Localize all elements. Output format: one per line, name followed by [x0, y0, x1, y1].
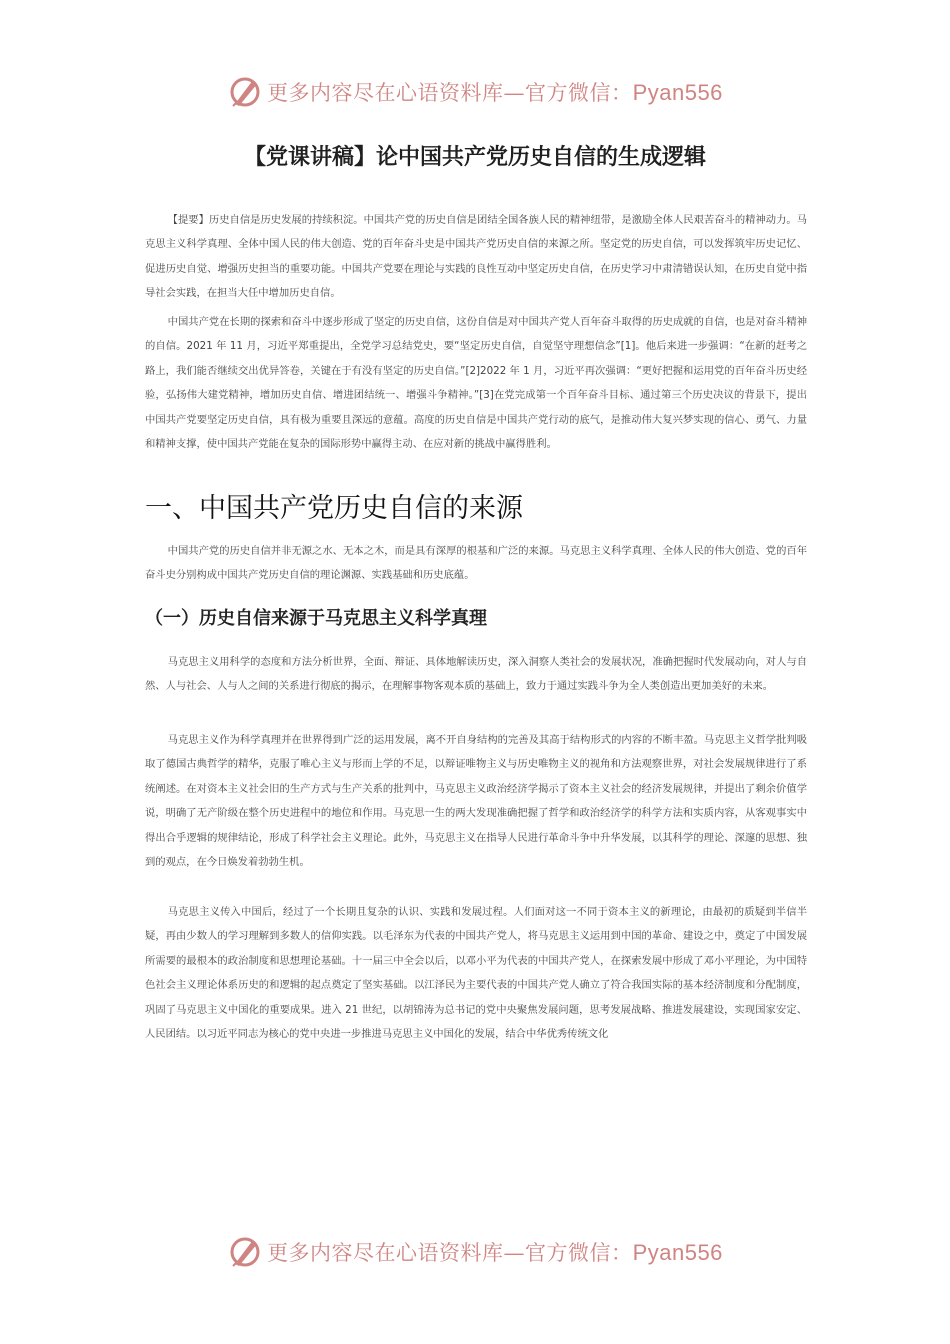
subsection-1-paragraph-3: 马克思主义传入中国后，经过了一个长期且复杂的认识、实践和发展过程。人们面对这一不同于资本主义的新理论，由最初的质疑到半信半疑，再由少数人的学习理解到多数人的信仰实践。以毛泽东为代表的中国共产党人，将马克思主义运用到中国的革命、建设之中，奠定了中国发展所需要的最根本的政治制度和思想理论基础。十一届三中全会以后，以邓小平为代表的中国共产党人，在探索发展中形成了邓小平理论，为中国特色社会主义理论体系历史的和逻辑的起点奠定了坚实基础。以江泽民为主要代表的中国共产党人确立了符合我国实际的基本经济制度和分配制度，巩固了马克思主义中国化的重要成果。进入 21 世纪，以胡锦涛为总书记的党中央聚焦发展问题，思考发展战略、推进发展建设，实现国家安定、人民团结。以习近平同志为核心的党中央进一步推进马克思主义中国化的发展，结合中华优秀传统文化	[145, 906, 807, 1041]
watermark-footer	[0, 1232, 950, 1272]
watermark-header	[0, 72, 950, 112]
watermark-main-text: 更多内容尽在心语资料库—官方微信：	[267, 81, 633, 105]
subsection-1-paragraph-2: 马克思主义作为科学真理并在世界得到广泛的运用发展，离不开自身结构的完善及其高于结构形式的内容的不断丰盈。马克思主义哲学批判吸取了德国古典哲学的精华，克服了唯心主义与形而上学的不足，以辩证唯物主义与历史唯物主义的视角和方法观察世界，对社会发展规律进行了系统阐述。在对资本主义社会旧的生产方式与生产关系的批判中，马克思主义政治经济学揭示了资本主义社会的经济发展规律，并提出了剩余价值学说，明确了无产阶级在整个历史进程中的地位和作用。马克思一生的两大发现准确把握了哲学和政治经济学的科学方法和实质内容，从客观事实中得出合乎逻辑的规律结论，形成了科学社会主义理论。此外，马克思主义在指导人民进行革命斗争中升华发展，以其科学的理论、深邃的思想、独到的观点，在今日焕发着勃勃生机。	[145, 734, 807, 869]
watermark-wechat-id: Pyan556	[632, 80, 723, 105]
quill-pen-logo-icon	[227, 1234, 263, 1270]
document-title: 【党课讲稿】论中国共产党历史自信的生成逻辑	[243, 145, 706, 170]
subsection-heading-1: （一）历史自信来源于马克思主义科学真理	[145, 608, 487, 629]
watermark-wechat-id: Pyan556	[632, 1240, 723, 1265]
abstract-paragraph: 【提要】历史自信是历史发展的持续积淀。中国共产党的历史自信是团结全国各族人民的精神纽带，是激励全体人民艰苦奋斗的精神动力。马克思主义科学真理、全体中国人民的伟大创造、党的百年奋斗史是中国共产党历史自信的来源之所。坚定党的历史自信，可以发挥筑牢历史记忆、促进历史自觉、增强历史担当的重要功能。中国共产党要在理论与实践的良性互动中坚定历史自信，在历史学习中肃清错误认知，在历史自觉中指导社会实践，在担当大任中增加历史自信。	[145, 214, 807, 300]
watermark-text	[267, 1237, 723, 1267]
watermark-main-text: 更多内容尽在心语资料库—官方微信：	[267, 1241, 633, 1265]
quill-pen-logo-icon	[227, 74, 263, 110]
section-heading-1: 一、中国共产党历史自信的来源	[145, 493, 523, 524]
subsection-1-paragraph-1: 马克思主义用科学的态度和方法分析世界，全面、辩证、具体地解读历史，深入洞察人类社会的发展状况，准确把握时代发展动向，对人与自然、人与社会、人与人之间的关系进行彻底的揭示，在理解事物客观本质的基础上，致力于通过实践斗争为全人类创造出更加美好的未来。	[145, 656, 807, 693]
watermark-text	[267, 77, 723, 107]
intro-paragraph: 中国共产党在长期的探索和奋斗中逐步形成了坚定的历史自信，这份自信是对中国共产党人百年奋斗取得的历史成就的自信，也是对奋斗精神的自信。2021 年 11 月，习近平郑重提出，全党学习总结党史，要“坚定历史自信，自觉坚守理想信念”[1]。他后来进一步强调：“在新的赶考之路上，我们能否继续交出优异答卷，关键在于有没有坚定的历史自信。”[2]2022 年 1 月，习近平再次强调：“更好把握和运用党的百年奋斗历史经验，弘扬伟大建党精神，增加历史自信、增进团结统一、增强斗争精神。”[3]在党完成第一个百年奋斗目标、通过第三个历史决议的背景下，提出中国共产党要坚定历史自信，具有极为重要且深远的意蕴。高度的历史自信是中国共产党行动的底气，是推动伟大复兴梦实现的信心、勇气、力量和精神支撑，使中国共产党能在复杂的国际形势中赢得主动、在应对新的挑战中赢得胜利。	[145, 316, 807, 451]
section-1-lead-paragraph: 中国共产党的历史自信并非无源之水、无本之木，而是具有深厚的根基和广泛的来源。马克思主义科学真理、全体人民的伟大创造、党的百年奋斗史分别构成中国共产党历史自信的理论渊源、实践基础和历史底蕴。	[145, 545, 807, 582]
